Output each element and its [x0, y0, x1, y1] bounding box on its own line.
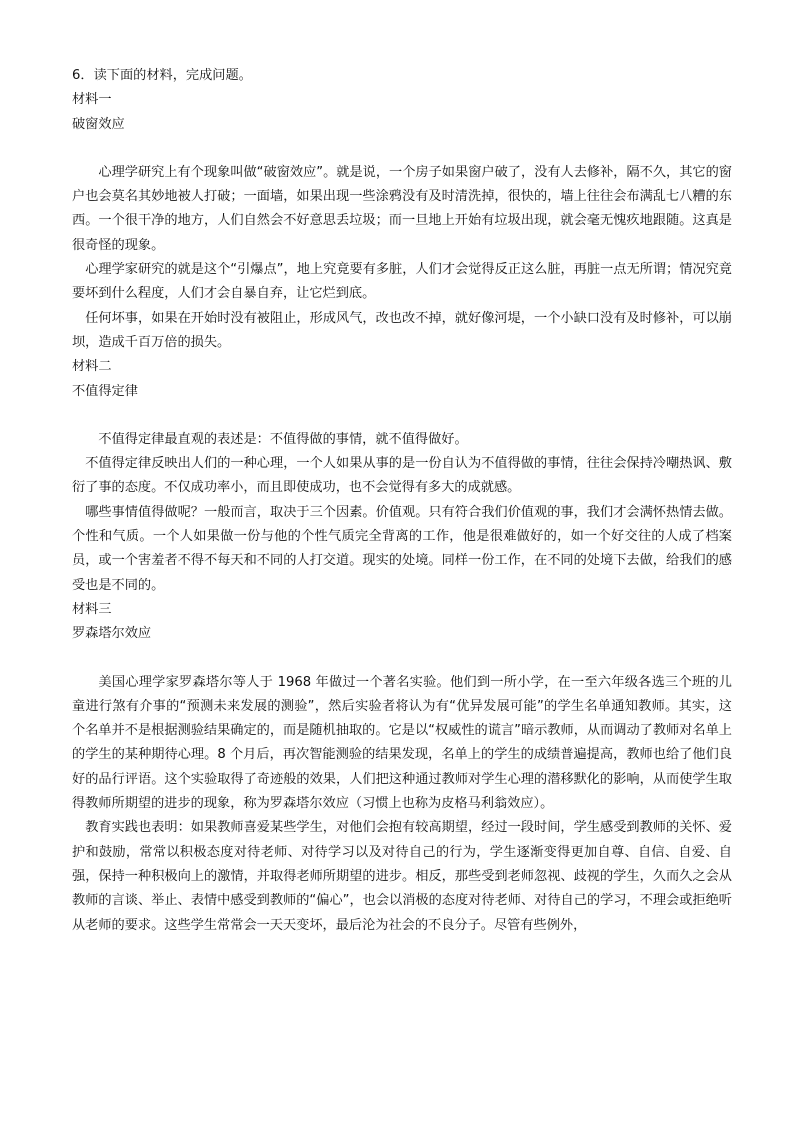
- material-label: 材料二: [72, 359, 112, 375]
- question-heading: 6．读下面的材料，完成问题。: [72, 68, 252, 83]
- material-title: 不值得定律: [72, 383, 138, 399]
- spacer: [72, 404, 732, 428]
- paragraph: 不值得定律反映出人们的一种心理，一个人如果从事的是一份自认为不值得做的事情，往往会保持冷嘲热讽、敷衍了事的态度。不仅成功率小，而且即使成功，也不会觉得有多大的成就感。: [72, 456, 732, 496]
- material-label: 材料三: [72, 601, 112, 617]
- spacer: [72, 137, 732, 161]
- paragraph: 任何坏事，如果在开始时没有被阻止，形成风气，改也改不掉，就好像河堤，一个小缺口没有及时修补，可以崩坝，造成千百万倍的损失。: [72, 310, 732, 350]
- paragraph: 心理学研究上有个现象叫做“破窗效应”。就是说，一个房子如果窗户破了，没有人去修补，隔不久，其它的窗户也会莫名其妙地被人打破；一面墙，如果出现一些涂鸦没有及时清洗掉，很快的，墙上往往会布满乱七八糟的东西。一个很干净的地方，人们自然会不好意思丢垃圾；而一旦地上开始有垃圾出现，就会毫无愧疚地跟随。这真是很奇怪的现象。: [72, 164, 732, 253]
- paragraph: 教育实践也表明：如果教师喜爱某些学生，对他们会抱有较高期望，经过一段时间，学生感受到教师的关怀、爱护和鼓励，常常以积极态度对待老师、对待学习以及对待自己的行为，学生逐渐变得更加自尊、自信、自爱、自强，保持一种积极向上的激情，并取得老师所期望的进步。相反，那些受到老师忽视、歧视的学生，久而久之会从教师的言谈、举止、表情中感受到教师的“偏心”，也会以消极的态度对待老师、对待自己的学习，不理会或拒绝听从老师的要求。这些学生常常会一天天变坏，最后沦为社会的不良分子。尽管有些例外，: [72, 820, 732, 933]
- material-title: 罗森塔尔效应: [72, 626, 152, 642]
- spacer: [72, 647, 732, 671]
- paragraph: 哪些事情值得做呢？一般而言，取决于三个因素。价值观。只有符合我们价值观的事，我们才会满怀热情去做。个性和气质。一个人如果做一份与他的个性气质完全背离的工作，他是很难做好的，如一个好交往的人成了档案员，或一个害羞者不得不每天和不同的人打交道。现实的处境。同样一份工作，在不同的处境下去做，给我们的感受也是不同的。: [72, 504, 732, 593]
- material-title: 破窗效应: [72, 116, 125, 132]
- paragraph: 美国心理学家罗森塔尔等人于 1968 年做过一个著名实验。他们到一所小学，在一至六年级各选三个班的儿童进行煞有介事的“预测未来发展的测验”，然后实验者将认为有“优异发展可能”的学生名单通知教师。其实，这个名单并不是根据测验结果确定的，而是随机抽取的。它是以“权威性的谎言”暗示教师，从而调动了教师对名单上的学生的某种期待心理。8 个月后，再次智能测验的结果发现，名单上的学生的成绩普遍提高，教师也给了他们良好的品行评语。这个实验取得了奇迹般的效果，人们把这种通过教师对学生心理的潜移默化的影响，从而使学生取得教师所期望的进步的现象，称为罗森塔尔效应（习惯上也称为皮格马利翁效应）。: [72, 674, 732, 812]
- document-page: [72, 64, 732, 938]
- material-label: 材料一: [72, 92, 112, 108]
- paragraph: 不值得定律最直观的表述是：不值得做的事情，就不值得做好。: [98, 431, 468, 447]
- paragraph: 心理学家研究的就是这个“引爆点”，地上究竟要有多脏，人们才会觉得反正这么脏，再脏一点无所谓；情况究竟要坏到什么程度，人们才会自暴自弃，让它烂到底。: [72, 262, 732, 302]
